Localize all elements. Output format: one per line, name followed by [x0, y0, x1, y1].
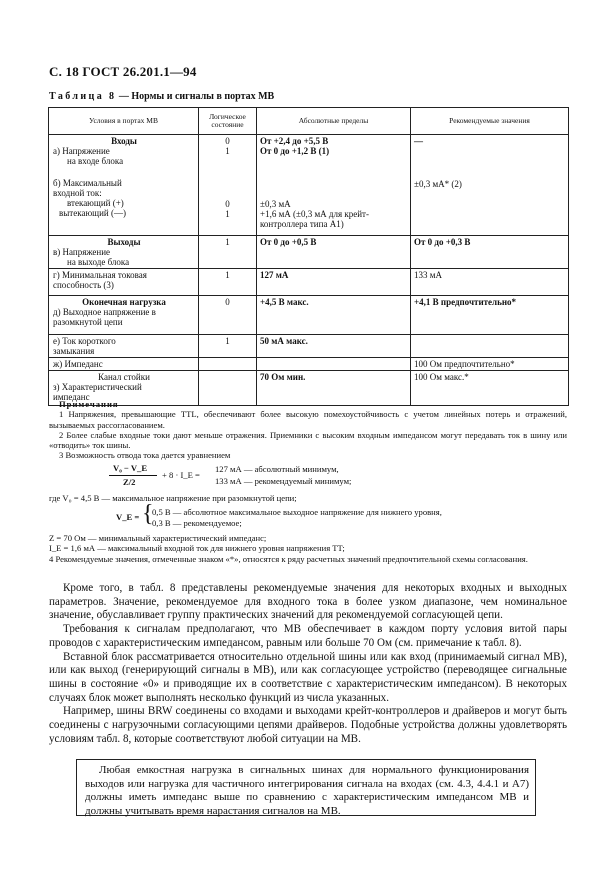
row-b-label: б) Максимальный входной ток:: [53, 178, 122, 198]
note-z-line: Z = 70 Ом — минимальный характеристический импеданс;: [49, 533, 267, 544]
formula-ve-result-2: 0,3 В — рекомендуемое;: [152, 518, 242, 529]
table-header-row: [49, 108, 569, 135]
row-z-label: з) Характеристический импеданс: [53, 382, 142, 402]
group-inputs-title: Входы: [111, 136, 137, 146]
formula-ve-label: V_E =: [116, 512, 140, 523]
group-termination-title: Оконечная нагрузка: [82, 297, 166, 307]
formula-sink-current: [49, 463, 567, 491]
notes-title: Примечания: [59, 399, 119, 409]
row-e-label: е) Ток короткого замыкания: [53, 336, 116, 356]
row-d-limit: +4,5 В макс.: [260, 297, 309, 307]
group-outputs-title: Выходы: [107, 237, 141, 247]
formula-result-2: 133 мА — рекомендуемый минимум;: [215, 475, 352, 486]
row-a-recommended: —: [414, 136, 423, 146]
table-notes: [49, 399, 567, 564]
norms-table: [48, 107, 569, 406]
row-v-state: 1: [225, 237, 230, 247]
row-a-state-0: 0: [225, 136, 230, 146]
body-paragraph-2: Требования к сигналам предполагают, что МВ обеспечивает в каждом порту условия витой пары проводов с характеристическим импедансом, равным или больше 70 Ом (см. примечание к табл. 8).: [49, 623, 567, 649]
table-row-termination-zh: [49, 358, 569, 371]
row-a-sublabel: на входе блока: [67, 156, 124, 166]
row-g-limit: 127 мА: [260, 270, 289, 280]
page-header: С. 18 ГОСТ 26.201.1—94: [49, 64, 197, 79]
table-caption-number: Таблица 8: [49, 91, 117, 102]
row-b-sublabel-out: вытекающий (—): [59, 208, 126, 218]
body-paragraph-1: Кроме того, в табл. 8 представлены рекомендуемые значения для некоторых входных и выходных параметров. Значение, рекомендуемое для входного тока в более узком диапазоне, чем номинальное значение, обуславливает группу практических значений для рекомендуемой согласующей цепи.: [49, 582, 567, 622]
row-z-recommended: 100 Ом макс.*: [414, 372, 469, 382]
row-a-label: а) Напряжение: [53, 146, 110, 156]
row-b-limit-0: ±0,3 мА: [260, 199, 291, 209]
row-v-sublabel: на выходе блока: [67, 257, 130, 267]
table-row-inputs-a: [49, 135, 569, 178]
formula-ve-brace: {: [142, 501, 154, 528]
formula-numerator: V₀ − V_E: [113, 462, 148, 473]
row-v-limit: От 0 до +0,5 В: [260, 237, 317, 247]
row-z-limit: 70 Ом мин.: [260, 372, 306, 382]
header-absolute-limits: Абсолютные пределы: [257, 108, 411, 135]
row-d-state: 0: [225, 297, 230, 307]
row-b-state-0: 0: [225, 199, 230, 209]
note-1: 1 Напряжения, превышающие TTL, обеспечивают более высокую помехоустойчивость с учетом линейных потерь и отражений, вызываемых рассогласованием.: [49, 409, 567, 430]
header-recommended: Рекомендуемые значения: [411, 108, 569, 135]
note-ie-line: I_E = 1,6 мА — максимальный входной ток для нижнего уровня напряжения TT;: [49, 543, 345, 554]
body-paragraph-4: Например, шины BRW соединены со входами и выходами крейт-контроллеров и драйверов и могут быть соединены с нагрузочными согласующими цепями драйверов. Подобные устройства должны удовлетворять условиям табл. 8, которые соответствуют любой ситуации на МВ.: [49, 705, 567, 745]
group-cable-title: Канал стойки: [98, 372, 150, 382]
row-v-label: в) Напряжение: [53, 247, 111, 257]
table-caption: [49, 91, 274, 102]
formula-fraction-bar: [109, 475, 157, 476]
row-b-recommended: ±0,3 мА* (2): [414, 179, 462, 189]
row-b-sublabel-in: втекающий (+): [67, 198, 124, 208]
header-conditions: Условия в портах МВ: [49, 108, 199, 135]
note-3: 3 Возможность отвода тока дается уравнением: [59, 450, 231, 461]
row-a-limit-0: От +2,4 до +5,5 В: [260, 136, 329, 146]
row-a-limit-1: От 0 до +1,2 В (1): [260, 146, 330, 156]
row-b-state-1: 1: [225, 209, 230, 219]
note-4: 4 Рекомендуемые значения, отмеченные знаком «*», относятся к ряду расчетных значений предпочтительной схемы согласования.: [49, 553, 528, 564]
table-row-outputs-v: [49, 236, 569, 269]
table-caption-title: — Нормы и сигналы в портах МВ: [116, 91, 275, 102]
header-logic-state: Логическое состояние: [199, 108, 257, 135]
row-d-label: д) Выходное напряжение в разомкнутой цепи: [53, 307, 156, 327]
row-g-label: г) Минимальная токовая способность (3): [53, 270, 147, 290]
note-where-v0: где V₀ = 4,5 В — максимальное напряжение при разомкнутой цепи;: [49, 492, 297, 503]
formula-denominator: Z/2: [123, 476, 136, 487]
formula-result-1: 127 мА — абсолютный минимум,: [215, 463, 339, 474]
table-row-termination-e: [49, 335, 569, 358]
row-v-recommended: От 0 до +0,3 В: [414, 237, 471, 247]
row-zh-recommended: 100 Ом предпочтительно*: [414, 359, 515, 369]
note-2: 2 Более слабые входные токи дают меньше отражения. Приемники с высоким входным импедансом могут передавать ток в шину или «отводить» ток шины.: [49, 429, 567, 451]
row-a-state-1: 1: [225, 146, 230, 156]
row-g-recommended: 133 мА: [414, 270, 442, 280]
formula-ve: [49, 501, 567, 530]
formula-ve-result-1: 0,5 В — абсолютное максимальное выходное напряжение для нижнего уровня,: [152, 507, 442, 518]
formula-middle: + 8 · I_E =: [162, 469, 200, 480]
row-e-limit: 50 мА макс.: [260, 336, 308, 346]
row-e-state: 1: [225, 336, 230, 346]
body-text: [49, 582, 567, 746]
row-d-recommended: +4,1 В предпочтительно*: [414, 297, 517, 307]
boxed-note: Любая емкостная нагрузка в сигнальных шинах для нормального функционирования выходов или нагрузка для частичного интегрирования сигнала на входах (см. 4.3, 4.4.1 и А7) должны иметь импеданс выше по сравнению с характеристическим импедансом МВ и должны учитывать время нарастания сигналов на МВ.: [76, 759, 536, 816]
row-b-limit-1: +1,6 мА (±0,3 мА для крейт-контроллера типа А1): [260, 209, 369, 229]
row-zh-label: ж) Импеданс: [53, 359, 103, 369]
table-row-outputs-g: [49, 269, 569, 296]
table-row-inputs-b: [49, 177, 569, 236]
row-g-state: 1: [225, 270, 230, 280]
table-row-termination-d: [49, 296, 569, 335]
body-paragraph-3: Вставной блок рассматривается относительно отдельной шины или как вход (принимаемый сигнал МВ), или как выход (генерирующий сигналы в МВ), или как согласующее устройство (переводящее сигнальные шины в состояние «0» и приводящие их в соответствие с характеристическим импедансом). В некоторых случаях блок может выполнять несколько функций из числа указанных.: [49, 650, 567, 704]
